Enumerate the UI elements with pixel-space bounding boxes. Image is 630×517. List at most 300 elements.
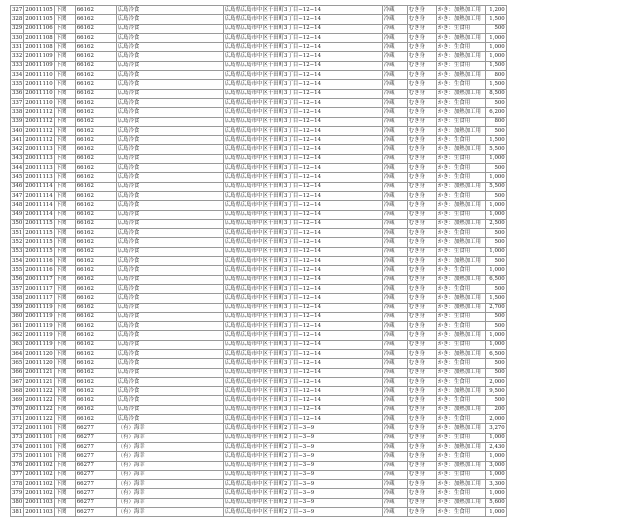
row-number-cell: 332 (11, 52, 24, 61)
date-cell: 20011122 (24, 387, 54, 396)
quantity-cell: 200 (485, 405, 506, 414)
address-cell: 広島県広島市中区千田町3丁目−12−14 (223, 349, 382, 358)
company-cell: 広島冷食 (116, 238, 223, 247)
product-cell: かき：加熱加工用 (436, 331, 485, 340)
table-row (11, 424, 507, 433)
company-cell: 広島冷食 (116, 294, 223, 303)
quantity-cell: 3,000 (485, 461, 506, 470)
storage-cell: 冷蔵 (382, 470, 407, 479)
code-cell: 66162 (75, 405, 116, 414)
date-cell: 20011114 (24, 191, 54, 200)
quantity-cell: 1,000 (485, 33, 506, 42)
port-cell: 下関 (54, 331, 75, 340)
code-cell: 66162 (75, 387, 116, 396)
port-cell: 下関 (54, 210, 75, 219)
address-cell: 広島県広島市中区千田町3丁目−12−14 (223, 182, 382, 191)
code-cell: 66162 (75, 229, 116, 238)
port-cell: 下関 (54, 89, 75, 98)
table-row (11, 257, 507, 266)
address-cell: 広島県広島市中区千田町3丁目−12−14 (223, 191, 382, 200)
company-cell: （有）海幸 (116, 433, 223, 442)
company-cell: 広島冷食 (116, 284, 223, 293)
port-cell: 下関 (54, 126, 75, 135)
code-cell: 66162 (75, 15, 116, 24)
date-cell: 20011112 (24, 117, 54, 126)
date-cell: 20011103 (24, 508, 54, 517)
code-cell: 66162 (75, 71, 116, 80)
company-cell: 広島冷食 (116, 368, 223, 377)
form-cell: むき身 (407, 266, 436, 275)
product-cell: かき：加熱加工用 (436, 442, 485, 451)
table-row (11, 498, 507, 507)
code-cell: 66162 (75, 247, 116, 256)
row-number-cell: 356 (11, 275, 24, 284)
company-cell: 広島冷食 (116, 98, 223, 107)
product-cell: かき：生食用 (436, 43, 485, 52)
date-cell: 20011114 (24, 210, 54, 219)
date-cell: 20011113 (24, 145, 54, 154)
code-cell: 66162 (75, 145, 116, 154)
address-cell: 広島県広島市中区千田町3丁目−12−14 (223, 303, 382, 312)
row-number-cell: 377 (11, 470, 24, 479)
quantity-cell: 6,500 (485, 275, 506, 284)
company-cell: 広島冷食 (116, 24, 223, 33)
data-table (10, 5, 507, 517)
storage-cell: 冷蔵 (382, 52, 407, 61)
port-cell: 下関 (54, 117, 75, 126)
port-cell: 下関 (54, 480, 75, 489)
storage-cell: 冷蔵 (382, 322, 407, 331)
row-number-cell: 342 (11, 145, 24, 154)
form-cell: むき身 (407, 61, 436, 70)
date-cell: 20011101 (24, 424, 54, 433)
date-cell: 20011112 (24, 126, 54, 135)
port-cell: 下関 (54, 266, 75, 275)
table-row (11, 145, 507, 154)
table-row (11, 312, 507, 321)
company-cell: 広島冷食 (116, 247, 223, 256)
company-cell: （有）海幸 (116, 489, 223, 498)
date-cell: 20011114 (24, 201, 54, 210)
storage-cell: 冷蔵 (382, 415, 407, 424)
table-row (11, 275, 507, 284)
storage-cell: 冷蔵 (382, 98, 407, 107)
code-cell: 66162 (75, 98, 116, 107)
form-cell: むき身 (407, 257, 436, 266)
code-cell: 66162 (75, 275, 116, 284)
code-cell: 66162 (75, 61, 116, 70)
port-cell: 下関 (54, 61, 75, 70)
product-cell: かき：生食用 (436, 284, 485, 293)
table-row (11, 52, 507, 61)
date-cell: 20011116 (24, 266, 54, 275)
company-cell: 広島冷食 (116, 117, 223, 126)
company-cell: 広島冷食 (116, 80, 223, 89)
company-cell: 広島冷食 (116, 89, 223, 98)
address-cell: 広島県広島市中区千田町3丁目−12−14 (223, 229, 382, 238)
port-cell: 下関 (54, 470, 75, 479)
quantity-cell: 1,000 (485, 266, 506, 275)
table-row (11, 340, 507, 349)
quantity-cell: 500 (485, 396, 506, 405)
table-row (11, 33, 507, 42)
product-cell: かき：加熱加工用 (436, 257, 485, 266)
product-cell: かき：加熱加工用 (436, 33, 485, 42)
date-cell: 20011102 (24, 470, 54, 479)
storage-cell: 冷蔵 (382, 15, 407, 24)
product-cell: かき：生食用 (436, 117, 485, 126)
code-cell: 66162 (75, 6, 116, 15)
product-cell: かき：加熱加工用 (436, 294, 485, 303)
company-cell: 広島冷食 (116, 275, 223, 284)
row-number-cell: 334 (11, 71, 24, 80)
table-row (11, 405, 507, 414)
address-cell: 広島県広島市中区千田町2丁目−3−9 (223, 461, 382, 470)
table-row (11, 219, 507, 228)
port-cell: 下関 (54, 424, 75, 433)
quantity-cell: 1,000 (485, 154, 506, 163)
code-cell: 66277 (75, 480, 116, 489)
table-row (11, 117, 507, 126)
address-cell: 広島県広島市中区千田町3丁目−12−14 (223, 405, 382, 414)
address-cell: 広島県広島市中区千田町2丁目−3−9 (223, 470, 382, 479)
date-cell: 20011121 (24, 377, 54, 386)
address-cell: 広島県広島市中区千田町2丁目−3−9 (223, 452, 382, 461)
address-cell: 広島県広島市中区千田町3丁目−12−14 (223, 173, 382, 182)
port-cell: 下関 (54, 201, 75, 210)
storage-cell: 冷蔵 (382, 424, 407, 433)
quantity-cell: 500 (485, 257, 506, 266)
row-number-cell: 333 (11, 61, 24, 70)
product-cell: かき：加熱加工用 (436, 275, 485, 284)
quantity-cell: 2,700 (485, 303, 506, 312)
company-cell: 広島冷食 (116, 405, 223, 414)
storage-cell: 冷蔵 (382, 377, 407, 386)
company-cell: 広島冷食 (116, 303, 223, 312)
quantity-cell: 500 (485, 98, 506, 107)
storage-cell: 冷蔵 (382, 6, 407, 15)
product-cell: かき：生食用 (436, 396, 485, 405)
table-row (11, 461, 507, 470)
company-cell: （有）海幸 (116, 424, 223, 433)
date-cell: 20011116 (24, 257, 54, 266)
date-cell: 20011101 (24, 452, 54, 461)
date-cell: 20011108 (24, 33, 54, 42)
port-cell: 下関 (54, 238, 75, 247)
quantity-cell: 500 (485, 229, 506, 238)
table-row (11, 126, 507, 135)
product-cell: かき：加熱加工用 (436, 145, 485, 154)
product-cell: かき：生食用 (436, 312, 485, 321)
form-cell: むき身 (407, 470, 436, 479)
port-cell: 下関 (54, 359, 75, 368)
quantity-cell: 1,000 (485, 331, 506, 340)
storage-cell: 冷蔵 (382, 294, 407, 303)
form-cell: むき身 (407, 433, 436, 442)
quantity-cell: 1,500 (485, 80, 506, 89)
form-cell: むき身 (407, 80, 436, 89)
port-cell: 下関 (54, 284, 75, 293)
table-row (11, 489, 507, 498)
storage-cell: 冷蔵 (382, 43, 407, 52)
storage-cell: 冷蔵 (382, 247, 407, 256)
storage-cell: 冷蔵 (382, 461, 407, 470)
storage-cell: 冷蔵 (382, 266, 407, 275)
date-cell: 20011109 (24, 61, 54, 70)
address-cell: 広島県広島市中区千田町3丁目−12−14 (223, 126, 382, 135)
product-cell: かき：加熱加工用 (436, 368, 485, 377)
address-cell: 広島県広島市中区千田町3丁目−12−14 (223, 43, 382, 52)
table-row (11, 210, 507, 219)
storage-cell: 冷蔵 (382, 312, 407, 321)
port-cell: 下関 (54, 396, 75, 405)
company-cell: 広島冷食 (116, 6, 223, 15)
quantity-cell: 500 (485, 126, 506, 135)
product-cell: かき：生食用 (436, 377, 485, 386)
form-cell: むき身 (407, 71, 436, 80)
row-number-cell: 369 (11, 396, 24, 405)
storage-cell: 冷蔵 (382, 275, 407, 284)
address-cell: 広島県広島市中区千田町3丁目−12−14 (223, 71, 382, 80)
code-cell: 66162 (75, 108, 116, 117)
storage-cell: 冷蔵 (382, 108, 407, 117)
quantity-cell: 500 (485, 24, 506, 33)
product-cell: かき：生食用 (436, 173, 485, 182)
port-cell: 下関 (54, 154, 75, 163)
product-cell: かき：生食用 (436, 80, 485, 89)
quantity-cell: 6,200 (485, 108, 506, 117)
table-row (11, 71, 507, 80)
quantity-cell: 3,270 (485, 424, 506, 433)
row-number-cell: 346 (11, 182, 24, 191)
code-cell: 66162 (75, 238, 116, 247)
company-cell: 広島冷食 (116, 312, 223, 321)
storage-cell: 冷蔵 (382, 433, 407, 442)
port-cell: 下関 (54, 98, 75, 107)
port-cell: 下関 (54, 377, 75, 386)
row-number-cell: 350 (11, 219, 24, 228)
product-cell: かき：加熱加工用 (436, 238, 485, 247)
row-number-cell: 381 (11, 508, 24, 517)
product-cell: かき：生食用 (436, 247, 485, 256)
port-cell: 下関 (54, 387, 75, 396)
company-cell: 広島冷食 (116, 322, 223, 331)
date-cell: 20011117 (24, 284, 54, 293)
port-cell: 下関 (54, 433, 75, 442)
row-number-cell: 341 (11, 136, 24, 145)
form-cell: むき身 (407, 275, 436, 284)
date-cell: 20011122 (24, 415, 54, 424)
table-row (11, 349, 507, 358)
quantity-cell: 1,500 (485, 136, 506, 145)
form-cell: むき身 (407, 480, 436, 489)
code-cell: 66162 (75, 340, 116, 349)
product-cell: かき：加熱加工用 (436, 6, 485, 15)
date-cell: 20011122 (24, 396, 54, 405)
product-cell: かき：生食用 (436, 210, 485, 219)
storage-cell: 冷蔵 (382, 359, 407, 368)
code-cell: 66162 (75, 164, 116, 173)
storage-cell: 冷蔵 (382, 89, 407, 98)
storage-cell: 冷蔵 (382, 331, 407, 340)
quantity-cell: 500 (485, 238, 506, 247)
company-cell: （有）海幸 (116, 498, 223, 507)
quantity-cell: 5,600 (485, 498, 506, 507)
form-cell: むき身 (407, 154, 436, 163)
date-cell: 20011103 (24, 498, 54, 507)
quantity-cell: 1,000 (485, 340, 506, 349)
address-cell: 広島県広島市中区千田町3丁目−12−14 (223, 266, 382, 275)
port-cell: 下関 (54, 33, 75, 42)
address-cell: 広島県広島市中区千田町3丁目−12−14 (223, 108, 382, 117)
table-row (11, 136, 507, 145)
address-cell: 広島県広島市中区千田町3丁目−12−14 (223, 312, 382, 321)
table-row (11, 415, 507, 424)
address-cell: 広島県広島市中区千田町3丁目−12−14 (223, 415, 382, 424)
port-cell: 下関 (54, 368, 75, 377)
form-cell: むき身 (407, 489, 436, 498)
company-cell: 広島冷食 (116, 52, 223, 61)
quantity-cell: 800 (485, 117, 506, 126)
port-cell: 下関 (54, 508, 75, 517)
table-row (11, 377, 507, 386)
port-cell: 下関 (54, 15, 75, 24)
code-cell: 66277 (75, 461, 116, 470)
code-cell: 66277 (75, 442, 116, 451)
form-cell: むき身 (407, 368, 436, 377)
port-cell: 下関 (54, 24, 75, 33)
company-cell: 広島冷食 (116, 15, 223, 24)
quantity-cell: 800 (485, 71, 506, 80)
storage-cell: 冷蔵 (382, 164, 407, 173)
form-cell: むき身 (407, 117, 436, 126)
row-number-cell: 378 (11, 480, 24, 489)
address-cell: 広島県広島市中区千田町3丁目−12−14 (223, 238, 382, 247)
row-number-cell: 349 (11, 210, 24, 219)
storage-cell: 冷蔵 (382, 340, 407, 349)
form-cell: むき身 (407, 89, 436, 98)
storage-cell: 冷蔵 (382, 126, 407, 135)
storage-cell: 冷蔵 (382, 219, 407, 228)
company-cell: 広島冷食 (116, 61, 223, 70)
address-cell: 広島県広島市中区千田町3丁目−12−14 (223, 15, 382, 24)
quantity-cell: 1,000 (485, 43, 506, 52)
storage-cell: 冷蔵 (382, 284, 407, 293)
date-cell: 20011115 (24, 229, 54, 238)
address-cell: 広島県広島市中区千田町3丁目−12−14 (223, 387, 382, 396)
form-cell: むき身 (407, 340, 436, 349)
date-cell: 20011119 (24, 312, 54, 321)
form-cell: むき身 (407, 247, 436, 256)
port-cell: 下関 (54, 182, 75, 191)
company-cell: 広島冷食 (116, 191, 223, 200)
quantity-cell: 6,500 (485, 349, 506, 358)
company-cell: 広島冷食 (116, 396, 223, 405)
company-cell: 広島冷食 (116, 126, 223, 135)
row-number-cell: 338 (11, 108, 24, 117)
quantity-cell: 1,500 (485, 294, 506, 303)
address-cell: 広島県広島市中区千田町3丁目−12−14 (223, 145, 382, 154)
form-cell: むき身 (407, 322, 436, 331)
quantity-cell: 1,200 (485, 6, 506, 15)
quantity-cell: 500 (485, 359, 506, 368)
port-cell: 下関 (54, 303, 75, 312)
product-cell: かき：生食用 (436, 229, 485, 238)
date-cell: 20011110 (24, 89, 54, 98)
quantity-cell: 1,000 (485, 489, 506, 498)
address-cell: 広島県広島市中区千田町3丁目−12−14 (223, 359, 382, 368)
product-cell: かき：生食用 (436, 136, 485, 145)
row-number-cell: 366 (11, 368, 24, 377)
storage-cell: 冷蔵 (382, 154, 407, 163)
table-row (11, 89, 507, 98)
company-cell: （有）海幸 (116, 461, 223, 470)
code-cell: 66162 (75, 136, 116, 145)
table-row (11, 164, 507, 173)
product-cell: かき：加熱加工用 (436, 498, 485, 507)
code-cell: 66162 (75, 368, 116, 377)
port-cell: 下関 (54, 229, 75, 238)
product-cell: かき：加熱加工用 (436, 480, 485, 489)
form-cell: むき身 (407, 210, 436, 219)
form-cell: むき身 (407, 284, 436, 293)
code-cell: 66162 (75, 89, 116, 98)
row-number-cell: 376 (11, 461, 24, 470)
quantity-cell: 5,500 (485, 182, 506, 191)
date-cell: 20011119 (24, 340, 54, 349)
form-cell: むき身 (407, 331, 436, 340)
address-cell: 広島県広島市中区千田町3丁目−12−14 (223, 396, 382, 405)
table-row (11, 6, 507, 15)
storage-cell: 冷蔵 (382, 117, 407, 126)
storage-cell: 冷蔵 (382, 396, 407, 405)
table-row (11, 182, 507, 191)
company-cell: 広島冷食 (116, 331, 223, 340)
product-cell: かき：加熱加工用 (436, 108, 485, 117)
code-cell: 66162 (75, 154, 116, 163)
company-cell: 広島冷食 (116, 154, 223, 163)
product-cell: かき：生食用 (436, 24, 485, 33)
row-number-cell: 375 (11, 452, 24, 461)
quantity-cell: 8,500 (485, 89, 506, 98)
row-number-cell: 343 (11, 154, 24, 163)
port-cell: 下関 (54, 247, 75, 256)
date-cell: 20011110 (24, 98, 54, 107)
date-cell: 20011113 (24, 164, 54, 173)
form-cell: むき身 (407, 238, 436, 247)
address-cell: 広島県広島市中区千田町3丁目−12−14 (223, 284, 382, 293)
row-number-cell: 336 (11, 89, 24, 98)
quantity-cell: 1,000 (485, 433, 506, 442)
quantity-cell: 1,000 (485, 210, 506, 219)
port-cell: 下関 (54, 108, 75, 117)
row-number-cell: 329 (11, 24, 24, 33)
storage-cell: 冷蔵 (382, 33, 407, 42)
quantity-cell: 1,500 (485, 15, 506, 24)
row-number-cell: 361 (11, 322, 24, 331)
table-row (11, 322, 507, 331)
form-cell: むき身 (407, 229, 436, 238)
code-cell: 66162 (75, 126, 116, 135)
storage-cell: 冷蔵 (382, 24, 407, 33)
form-cell: むき身 (407, 498, 436, 507)
address-cell: 広島県広島市中区千田町3丁目−12−14 (223, 331, 382, 340)
row-number-cell: 353 (11, 247, 24, 256)
table-row (11, 359, 507, 368)
company-cell: 広島冷食 (116, 349, 223, 358)
company-cell: 広島冷食 (116, 164, 223, 173)
port-cell: 下関 (54, 312, 75, 321)
